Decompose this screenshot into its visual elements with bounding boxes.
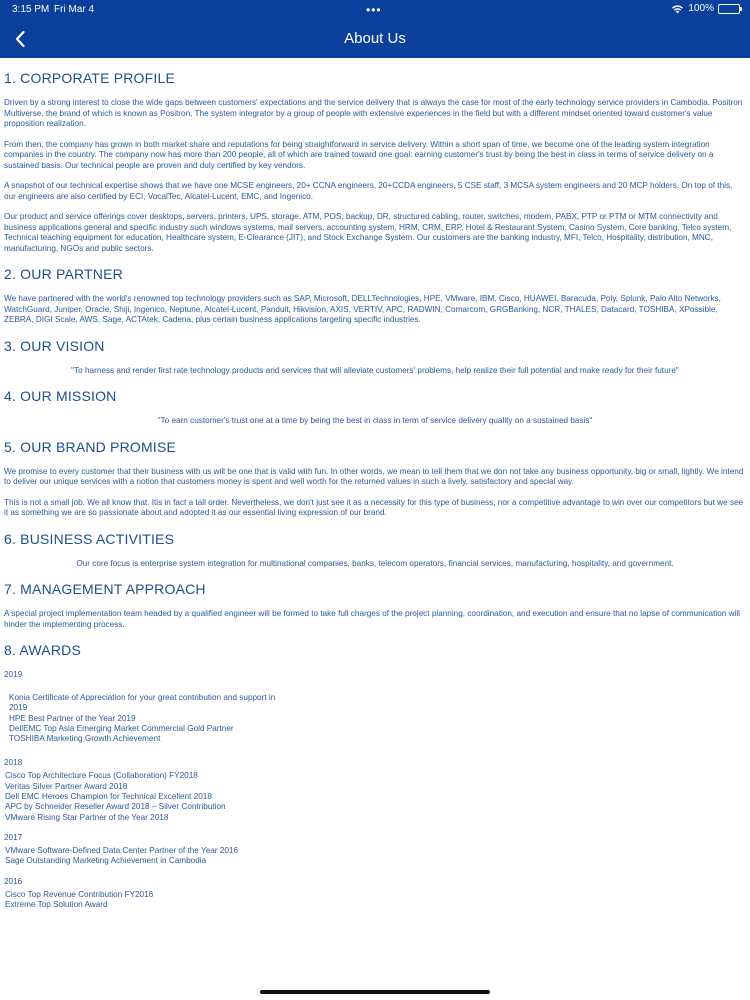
page-title: About Us — [344, 30, 406, 47]
award-item: HPE Best Partner of the Year 2019 — [9, 713, 136, 723]
award-item: Dell EMC Heroes Champion for Technical Excellent 2018 — [5, 792, 212, 802]
about-content[interactable] — [0, 58, 750, 1000]
award-item: DellEMC Top Asia Emerging Market Commercial Gold Partner — [9, 723, 234, 733]
section-title-partner: 2. OUR PARTNER — [4, 266, 123, 282]
corporate-profile-paragraph: A snapshot of our technical expertise shows that we have one MCSE engineers, 20+ CCNA engineers, 20+CCDA engineers, 5 CSE staff, 3 MCSA system engineers and 20 MCP holders. On top of this, our engineers are also certified by ECI, VocalTec, Alcatel-Lucent, EMC, and Ingenico. — [4, 181, 733, 201]
section-title-business-activities: 6. BUSINESS ACTIVITIES — [4, 530, 175, 547]
section-title-vision: 3. OUR VISION — [4, 337, 105, 354]
awards-year: 2017 — [4, 832, 23, 842]
partner-paragraph: We have partnered with the world's renowned top technology providers such as SAP, Microsoft, DELLTechnologies, HPE, VMware, IBM, Cisco, HUAWEI, Baracuda, Poly, Splunk, Palo Alto Networks, WatchGuard, Juniper, Oracle, Shiji, Ingenico, Neptune, Alcatel-Lucent, Panduit, Hikvision, AXIS, VERTIV, APC, RADWIN, Comarcom, GRGBanking, NCR, THALES, Datacard, TOSHIBA, XPossible, ZEBRA, DIGI Scale, AWS, Sage, ACTAtek, Cadena, plus certain business applications targeting specific industries. — [4, 294, 721, 324]
award-item: VMware Rising Star Partner of the Year 2018 — [5, 812, 169, 822]
status-time: 3:15 PM — [12, 4, 50, 15]
award-item: Veritas Silver Partner Award 2018 — [5, 781, 128, 791]
battery-percent: 100% — [688, 3, 714, 14]
mission-quote: "To earn customer's trust one at a time by being the best in class in term of service delivery quality on a sustained basis" — [157, 416, 593, 425]
award-item: Konia Certificate of Appreciation for your great contribution and support in 2019 — [9, 693, 276, 713]
awards-year: 2019 — [4, 670, 23, 679]
section-title-brand-promise: 5. OUR BRAND PROMISE — [4, 438, 177, 455]
awards-list — [4, 846, 746, 867]
status-bar — [0, 0, 750, 20]
battery-icon — [718, 4, 740, 14]
section-title-management: 7. MANAGEMENT APPROACH — [4, 581, 206, 597]
award-item: Extreme Top Solution Award — [5, 899, 108, 909]
awards-list — [4, 771, 746, 822]
status-date: Fri Mar 4 — [54, 4, 94, 15]
award-item: Cisco Top Architecture Focus (Collaboration) FY2018 — [5, 771, 198, 781]
business-activities-text: Our core focus is enterprise system integration for multinational companies, banks, telecom operators, financial services, manufacturing, hospitality, and government. — [76, 558, 674, 568]
award-item: TOSHIBA Marketing Growth Achievement — [9, 734, 161, 744]
vision-quote: "To harness and render first rate technology products and services that will alleviate customers' problems, help realize their full potential and make ready for their future" — [71, 365, 679, 375]
section-title-mission: 4. OUR MISSION — [4, 388, 117, 404]
corporate-profile-paragraph: From then, the company has grown in both market share and reputations for being straightforward in service delivery. Within a short span of time, we become one of the leading system integration companies in the country. The company now has more than 200 people, all of which are trained toward one goal: earning customer's trust by being the best in class in terms of service delivery on a sustained basis. Our technical people are proven and duly certified by key vendors. — [4, 139, 714, 170]
status-right — [671, 3, 740, 14]
corporate-profile-paragraph: Our product and service offerings cover desktops, servers, printers, UPS, storage, ATM, POS, backup, DR, structured cabling, router, switches, modem, PABX, PTP or PTM or MTM connectivity and business applications general and specific industry such windows systems, mail servers, accounting system, HRM, CRM, ERP, Hotel & Restaurant System, Casino System, Core banking, Telco system, Technical teaching equipment for education, Healthcare system, E-Clearance (JIT), and Stock Exchange System. Our customers are the banking industry, MFI, Telco, Hospitality, distribution, MNC, manufacturing, NGOs and public sectors. — [4, 212, 732, 253]
navigation-bar — [0, 20, 750, 58]
section-title-corporate-profile: 1. CORPORATE PROFILE — [4, 70, 175, 86]
home-indicator[interactable] — [260, 990, 490, 994]
multitasking-dots-icon[interactable]: ••• — [366, 3, 382, 17]
awards-year: 2018 — [4, 758, 23, 768]
award-item: APC by Schneider Reseller Award 2018 – Silver Contribution — [5, 802, 226, 812]
award-item: Cisco Top Revenue Contribution FY2016 — [5, 889, 154, 899]
corporate-profile-paragraph: Driven by a strong interest to close the wide gaps between customers' expectations and the service delivery that is always the case for most of the early technology service providers in Cambodia. Positron Multiverse, the brand of which is known as Positron, The system integrator by a group of people with extensive experiences in the field but with a different mindset oriented toward customer's value proposition realization. — [4, 98, 743, 128]
awards-list — [4, 693, 746, 744]
award-item: VMware Software-Defined Data Center Partner of the Year 2016 — [5, 845, 239, 855]
brand-promise-paragraph: This is not a small job. We all know that. Itis in fact a tall order. Nevertheless, we don't just see it as a necessity for this type of business, nor a competitive advantage to win over our competitors but we see it as something we are so passionate about and adopted it as our essential living expression of our brand. — [4, 497, 744, 517]
brand-promise-paragraph: We promise to every customer that their business with us will be one that is valid with fun. In other words, we mean to tell them that we don not take any business opportunity, big or small, lightly. We intend to deliver our unique services with a notion that customers money is spent and well worth for the returned values in such a lively, satisfactory and special way. — [4, 466, 744, 486]
section-title-awards: 8. AWARDS — [4, 642, 82, 658]
awards-list — [4, 890, 746, 911]
management-paragraph: A special project implementation team headed by a qualified engineer will be formed to take full charges of the project planning, coordination, and execution and ensure that no lapse of communication will hinder the implementing process. — [4, 609, 740, 629]
award-item: Sage Outstanding Marketing Achievement in Cambodia — [5, 856, 207, 866]
awards-year: 2016 — [4, 876, 23, 886]
wifi-icon — [671, 4, 684, 14]
